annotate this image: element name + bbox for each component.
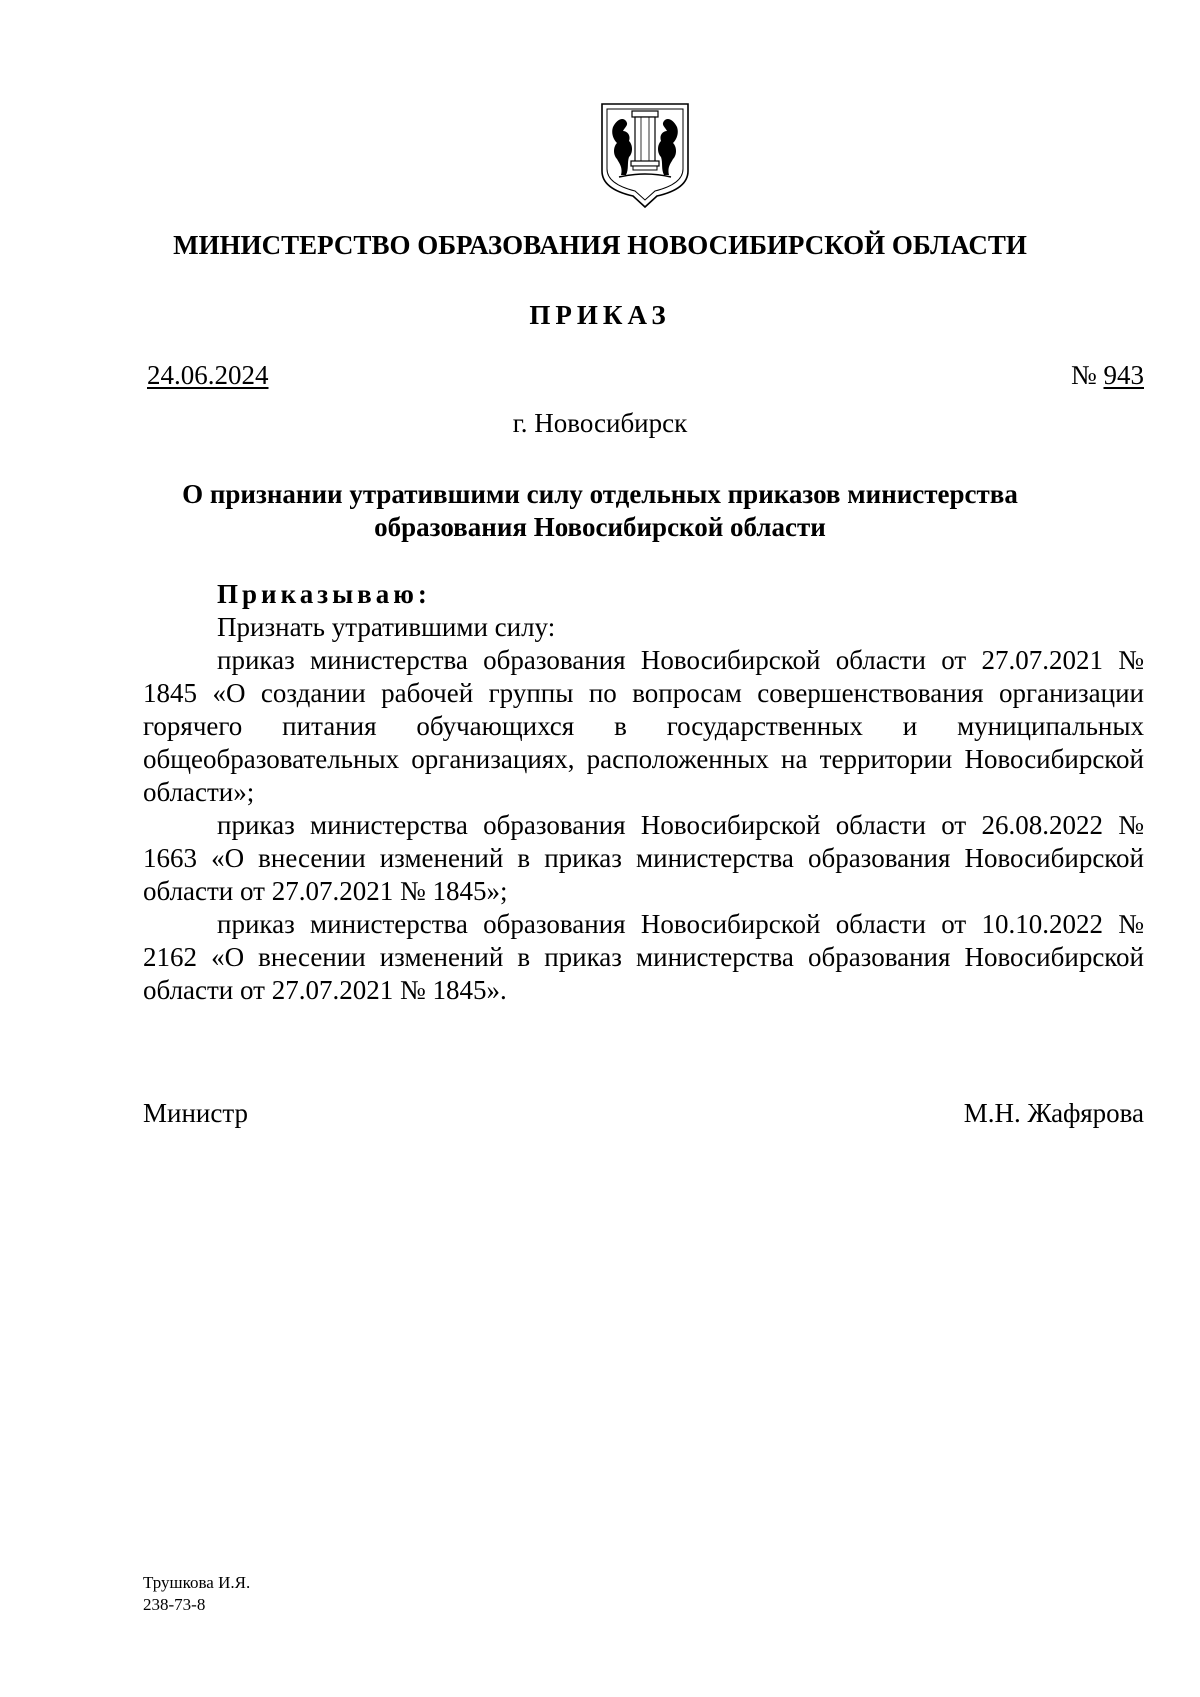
order-subject <box>150 478 1050 544</box>
city: г. Новосибирск <box>512 408 688 438</box>
signatory-name: М.Н. Жафярова <box>963 1098 1144 1128</box>
document-type-title: ПРИКАЗ <box>529 300 671 330</box>
subject-line-1: О признании утратившими силу отдельных приказов министерства <box>182 479 1018 509</box>
order-number-label: № <box>1070 360 1097 390</box>
body-intro: Признать утратившими силу: <box>217 612 556 642</box>
signatory-position: Министр <box>143 1098 248 1128</box>
executor-phone: 238-73-8 <box>143 1595 206 1614</box>
executor-name: Трушкова И.Я. <box>143 1573 251 1592</box>
ministry-name: МИНИСТЕРСТВО ОБРАЗОВАНИЯ НОВОСИБИРСКОЙ ОБЛАСТИ <box>173 230 1027 260</box>
executor-info <box>143 1572 250 1616</box>
repealed-order-item: приказ министерства образования Новосибирской области от 26.08.2022 № 1663 «О внесении изменений в приказ министерства образования Новосибирской области от 27.07.2021 № 1845»; <box>143 810 1144 906</box>
order-body <box>143 578 1144 1007</box>
novosibirsk-region-coat-of-arms-icon <box>599 101 691 209</box>
subject-line-2: образования Новосибирской области <box>374 512 826 542</box>
order-number <box>1071 358 1144 392</box>
repealed-order-item: приказ министерства образования Новосибирской области от 10.10.2022 № 2162 «О внесении изменений в приказ министерства образования Новосибирской области от 27.07.2021 № 1845». <box>143 909 1144 1005</box>
order-number-value: 943 <box>1103 360 1144 390</box>
repealed-order-item: приказ министерства образования Новосибирской области от 27.07.2021 № 1845 «О создании рабочей группы по вопросам совершенствования организации горячего питания обучающихся в государственных и муниципальных общеобразовательных организациях, расположенных на территории Новосибирской области»; <box>143 645 1144 807</box>
order-date: 24.06.2024 <box>147 360 269 390</box>
directive: Приказываю: <box>217 579 431 609</box>
